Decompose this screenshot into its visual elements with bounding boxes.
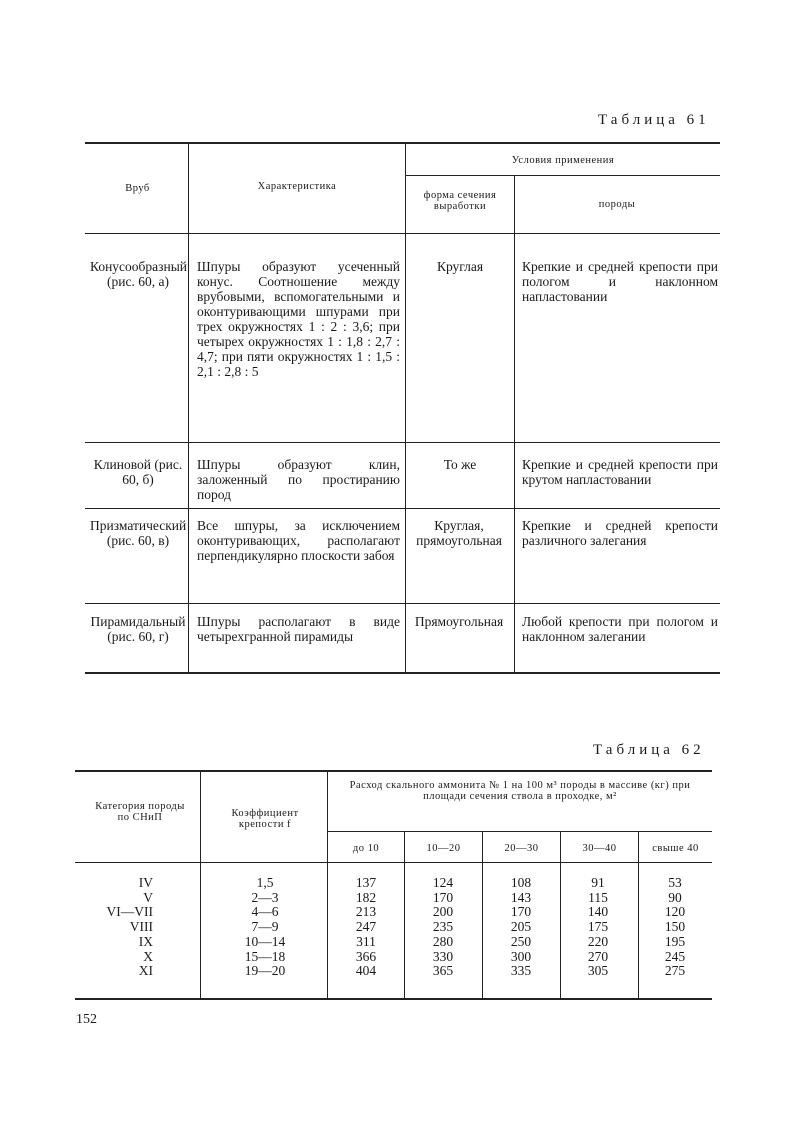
table-62-col-divider <box>560 832 561 998</box>
table-62-value-cell: 170 <box>510 904 532 920</box>
table-61-bottom-rule <box>85 672 720 674</box>
table-62-value-cell: 170 <box>432 889 454 905</box>
table-61-col-divider <box>514 176 515 672</box>
table-61-cut-cell: Конусообразный (рис. 60, а) <box>90 259 188 289</box>
table-61-header-rule <box>85 233 720 234</box>
table-62-col-divider <box>404 832 405 998</box>
table-62-value-cell: 247 <box>355 919 377 935</box>
table-62-value-cell: 90 <box>668 889 682 905</box>
table-62-coefficient-cell: 2—3 <box>251 889 279 905</box>
table-61-row-rule <box>85 508 720 509</box>
table-62-value-cell: 235 <box>432 919 454 935</box>
table-62-header-coefficient: Коэффициент крепости f <box>231 808 299 830</box>
table-62-category-cell: XI <box>138 963 153 979</box>
table-62-value-cell: 213 <box>355 904 377 920</box>
table-62-area-rule <box>327 831 712 832</box>
table-62-value-cell: 195 <box>664 933 686 949</box>
table-62-coefficient-cell: 10—14 <box>244 933 286 949</box>
table-61-header-rocks: породы <box>598 199 636 210</box>
table-62-coefficient-cell: 7—9 <box>251 919 279 935</box>
table-62-value-cell: 270 <box>587 948 609 964</box>
table-62-area-col-header: 30—40 <box>582 843 617 854</box>
table-61-rocks-cell: Любой крепости при пологом и наклонном залегании <box>522 614 718 644</box>
table-62-value-cell: 108 <box>510 875 532 890</box>
table-61-conditions-rule <box>405 175 720 176</box>
table-62-category-cell: VI—VII <box>106 904 153 920</box>
table-62-value-cell: 175 <box>587 919 609 935</box>
table-62-category-cell: VIII <box>129 919 153 935</box>
table-62-value-cell: 124 <box>432 875 454 890</box>
table-61-top-rule <box>85 142 720 144</box>
table-61-rocks-cell: Крепкие и средней крепости при крутом напластовании <box>522 457 718 487</box>
table-62-coefficient-cell: 15—18 <box>244 948 286 964</box>
table-62-header-category: Категория породы по СНиП <box>95 801 185 823</box>
table-62-value-cell: 53 <box>668 875 682 890</box>
table-62-category-cell: IV <box>138 875 153 890</box>
table-62-value-cell: 366 <box>355 948 377 964</box>
table-61-header-conditions: Условия применения <box>511 155 615 166</box>
table-62-col-divider <box>482 832 483 998</box>
table-62-col-divider <box>327 771 328 998</box>
table-61-row-rule <box>85 603 720 604</box>
table-61-col-divider <box>405 143 406 672</box>
table-62-category-cell: X <box>143 948 153 964</box>
table-62-value-cell: 250 <box>510 933 532 949</box>
table-62-value-cell: 220 <box>587 933 609 949</box>
page-number: 152 <box>76 1012 97 1027</box>
table-61-row-rule <box>85 442 720 443</box>
table-61-caption: Таблица 61 <box>598 112 710 128</box>
table-62-col-divider <box>638 832 639 998</box>
table-62-caption: Таблица 62 <box>593 742 705 758</box>
table-62-value-cell: 200 <box>432 904 454 920</box>
table-61-characteristic-cell: Шпуры образуют усеченный конус. Соотношение между врубовыми, вспомогательными и оконтуривающими шпурами при трех окружностях 1 : 2 : 3,6; при четырех окружностях 1 : 1,8 : 2,7 : 4,7; при пяти окружностях 1 : 1,5 : 2,1 : 2,8 : 5 <box>197 259 400 379</box>
table-61-shape-cell: Прямоугольная <box>414 614 504 629</box>
table-62-bottom-rule <box>75 998 712 1000</box>
table-62-category-cell: V <box>143 889 153 905</box>
table-62-value-cell: 335 <box>510 963 532 979</box>
table-61-header-characteristic: Характеристика <box>257 181 337 192</box>
table-61-rocks-cell: Крепкие и средней крепости при пологом и наклонном напластовании <box>522 259 718 304</box>
table-61-characteristic-cell: Шпуры образуют клин, заложенный по простиранию пород <box>197 457 400 502</box>
table-62-value-cell: 404 <box>355 963 377 979</box>
table-61-header-cut: Вруб <box>125 183 150 194</box>
table-62-header-consumption: Расход скального аммонита № 1 на 100 м³ породы в массиве (кг) при площади сечения ствола в проходке, м² <box>349 780 691 802</box>
table-62-header-rule <box>75 862 712 863</box>
table-62-col-divider <box>200 771 201 998</box>
table-61-shape-cell: Круглая <box>436 259 484 274</box>
table-61-characteristic-cell: Все шпуры, за исключением оконтуривающих, располагают перпендикулярно плоскости забоя <box>197 518 400 563</box>
table-62-area-col-header: 10—20 <box>426 843 461 854</box>
table-62-value-cell: 280 <box>432 933 454 949</box>
table-61-shape-cell: Круглая, прямоугольная <box>416 518 502 548</box>
table-61-rocks-cell: Крепкие и средней крепости различного залегания <box>522 518 718 548</box>
table-61-cut-cell: Пирамидальный (рис. 60, г) <box>90 614 186 644</box>
table-62-value-cell: 305 <box>587 963 609 979</box>
table-62-value-cell: 137 <box>355 875 377 890</box>
table-62-value-cell: 120 <box>664 904 686 920</box>
table-62-value-cell: 150 <box>664 919 686 935</box>
table-62-value-cell: 182 <box>355 889 377 905</box>
table-61-col-divider <box>188 143 189 672</box>
table-62-value-cell: 300 <box>510 948 532 964</box>
table-62-area-col-header: свыше 40 <box>652 843 699 854</box>
table-62-area-col-header: 20—30 <box>504 843 539 854</box>
table-61-characteristic-cell: Шпуры располагают в виде четырехгранной пирамиды <box>197 614 400 644</box>
table-62-value-cell: 140 <box>587 904 609 920</box>
table-62-value-cell: 115 <box>588 889 608 905</box>
table-62-coefficient-cell: 4—6 <box>251 904 279 920</box>
table-62-value-cell: 205 <box>510 919 532 935</box>
table-62-coefficient-cell: 1,5 <box>256 875 274 890</box>
table-62-top-rule <box>75 770 712 772</box>
table-62-area-col-header: до 10 <box>352 843 380 854</box>
table-61-cut-cell: Клиновой (рис. 60, б) <box>93 457 183 487</box>
table-62-value-cell: 330 <box>432 948 454 964</box>
table-62-value-cell: 245 <box>664 948 686 964</box>
table-62-coefficient-cell: 19—20 <box>244 963 286 979</box>
table-62-value-cell: 275 <box>664 963 686 979</box>
table-61-cut-cell: Призматический (рис. 60, в) <box>90 518 187 548</box>
table-62-value-cell: 311 <box>356 933 376 949</box>
table-62-value-cell: 365 <box>432 963 454 979</box>
table-61-shape-cell: То же <box>443 457 477 472</box>
table-62-category-cell: IX <box>138 933 153 949</box>
table-62-value-cell: 143 <box>510 889 532 905</box>
table-61-header-shape: форма сечения выработки <box>423 190 497 212</box>
table-62-value-cell: 91 <box>591 875 605 890</box>
